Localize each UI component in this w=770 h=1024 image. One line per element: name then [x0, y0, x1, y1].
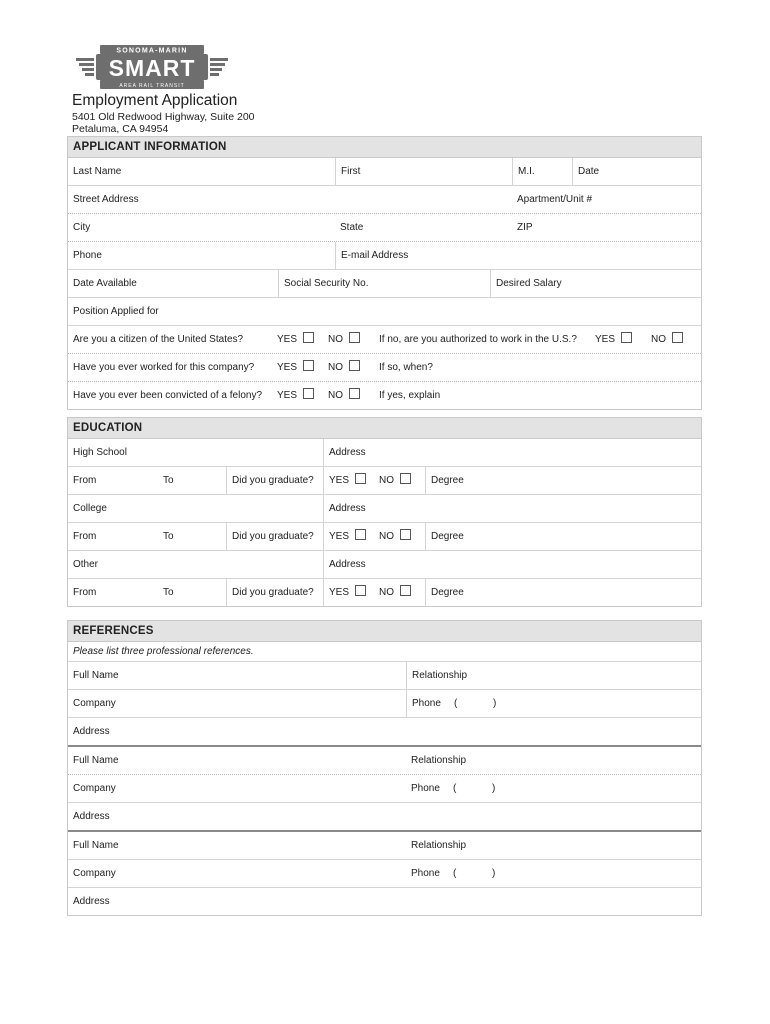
phone-label: Phone [73, 250, 102, 261]
last-name-field[interactable] [68, 158, 335, 185]
high-school-yes-checkbox[interactable] [355, 473, 366, 484]
authorized-yes-option[interactable] [595, 326, 632, 353]
other-no-checkbox[interactable] [400, 585, 411, 596]
reference-3-company-label: Company [73, 868, 116, 879]
authorized-yes-label: YES [595, 334, 616, 345]
authorized-no-checkbox[interactable] [672, 332, 683, 343]
high-school-address-field[interactable] [323, 439, 703, 466]
college-degree-label: Degree [431, 531, 464, 542]
middle-initial-label: M.I. [518, 166, 535, 177]
felony-no-option[interactable] [328, 382, 360, 409]
high-school-no-label: NO [379, 475, 394, 486]
date-label: Date [578, 166, 600, 177]
other-graduate-question [226, 579, 323, 606]
ssn-field[interactable] [278, 270, 490, 297]
phone-row [68, 242, 701, 270]
citizen-no-checkbox[interactable] [349, 332, 360, 343]
other-from-label: From [73, 587, 97, 598]
high-school-no-option[interactable] [374, 467, 425, 494]
zip-field[interactable] [512, 214, 703, 241]
position-field[interactable] [68, 298, 703, 325]
date-available-field[interactable] [68, 270, 278, 297]
high-school-from-field[interactable] [68, 467, 158, 494]
middle-initial-field[interactable] [512, 158, 572, 185]
felony-no-checkbox[interactable] [349, 388, 360, 399]
college-field[interactable] [68, 495, 323, 522]
logo-main-text: SMART [108, 55, 196, 81]
reference-2-relationship-label: Relationship [411, 755, 467, 766]
other-graduate-label: Did you graduate? [232, 587, 314, 598]
reference-3-full-name-field[interactable] [68, 832, 406, 859]
street-row [68, 186, 701, 214]
other-to-label: To [163, 587, 174, 598]
reference-2-address-field[interactable] [68, 803, 703, 830]
date-available-label: Date Available [73, 278, 137, 289]
high-school-address-label: Address [329, 447, 366, 458]
college-to-field[interactable] [158, 523, 226, 550]
other-to-field[interactable] [158, 579, 226, 606]
college-graduate-label: Did you graduate? [232, 531, 314, 542]
high-school-yes-label: YES [329, 475, 350, 486]
reference-1-company-label: Company [73, 698, 116, 709]
high-school-degree-field[interactable] [425, 467, 703, 494]
college-to-label: To [163, 531, 174, 542]
high-school-graduate-question [226, 467, 323, 494]
college-yes-option[interactable] [323, 523, 374, 550]
high-school-label: High School [73, 447, 127, 458]
other-degree-field[interactable] [425, 579, 703, 606]
phone-field[interactable] [68, 242, 335, 269]
felony-yes-label: YES [277, 390, 298, 401]
worked-no-checkbox[interactable] [349, 360, 360, 371]
authorized-question: If no, are you authorized to work in the U.S.? [379, 334, 577, 345]
logo-top-text: SONOMA-MARIN [116, 47, 188, 55]
reference-2-name-row [68, 747, 701, 775]
reference-3-company-field[interactable] [68, 860, 406, 887]
education-section-heading: EDUCATION [68, 418, 701, 439]
citizen-yes-checkbox[interactable] [303, 332, 314, 343]
reference-3-address-row [68, 888, 701, 915]
worked-yes-checkbox[interactable] [303, 360, 314, 371]
college-dates-row [68, 523, 701, 551]
first-name-label: First [341, 166, 361, 177]
reference-1-address-label: Address [73, 726, 110, 737]
position-row [68, 298, 701, 326]
worked-when-label: If so, when? [379, 362, 433, 373]
first-name-field[interactable] [335, 158, 512, 185]
other-no-option[interactable] [374, 579, 425, 606]
name-row [68, 158, 701, 186]
worked-no-option[interactable] [328, 354, 360, 381]
citizen-question: Are you a citizen of the United States? [73, 334, 244, 345]
reference-2-address-label: Address [73, 811, 110, 822]
citizen-yes-label: YES [277, 334, 298, 345]
college-degree-field[interactable] [425, 523, 703, 550]
high-school-degree-label: Degree [431, 475, 464, 486]
applicant-information-section [67, 136, 702, 410]
high-school-field[interactable] [68, 439, 323, 466]
reference-2-phone-open-paren: ( [453, 783, 457, 794]
city-field[interactable] [68, 214, 335, 241]
reference-3-name-row [68, 832, 701, 860]
reference-1-name-row [68, 662, 701, 690]
references-note: Please list three professional references. [73, 646, 254, 657]
felony-yes-checkbox[interactable] [303, 388, 314, 399]
high-school-row [68, 439, 701, 467]
references-section [67, 620, 702, 916]
reference-2-address-row [68, 803, 701, 832]
other-degree-label: Degree [431, 587, 464, 598]
other-dates-row [68, 579, 701, 606]
felony-explain-label: If yes, explain [379, 390, 441, 401]
ssn-label: Social Security No. [284, 278, 369, 289]
worked-yes-option[interactable] [277, 354, 314, 381]
college-yes-checkbox[interactable] [355, 529, 366, 540]
worked-yes-label: YES [277, 362, 298, 373]
reference-1-phone-field[interactable] [406, 690, 703, 717]
street-address-label: Street Address [73, 194, 139, 205]
applicant-section-heading: APPLICANT INFORMATION [68, 137, 701, 158]
worked-question: Have you ever worked for this company? [73, 362, 255, 373]
date-field[interactable] [572, 158, 703, 185]
education-section [67, 417, 702, 607]
other-no-label: NO [379, 587, 394, 598]
reference-2-relationship-field[interactable] [406, 747, 703, 774]
worked-row [68, 354, 701, 382]
reference-1-phone-label: Phone [412, 698, 441, 709]
other-school-field[interactable] [68, 551, 323, 578]
references-section-heading: REFERENCES [68, 621, 701, 642]
reference-1-address-row [68, 718, 701, 747]
college-no-checkbox[interactable] [400, 529, 411, 540]
authorized-no-option[interactable] [651, 326, 683, 353]
address-line-1: 5401 Old Redwood Highway, Suite 200 [72, 111, 255, 123]
reference-1-full-name-label: Full Name [73, 670, 119, 681]
authorized-no-label: NO [651, 334, 666, 345]
reference-3-address-label: Address [73, 896, 110, 907]
reference-1-address-field[interactable] [68, 718, 703, 745]
other-address-field[interactable] [323, 551, 703, 578]
college-address-field[interactable] [323, 495, 703, 522]
reference-3-relationship-label: Relationship [411, 840, 467, 851]
college-from-label: From [73, 531, 97, 542]
apartment-field[interactable] [512, 186, 703, 213]
felony-question: Have you ever been convicted of a felony? [73, 390, 263, 401]
address-line-2: Petaluma, CA 94954 [72, 123, 169, 135]
reference-3-address-field[interactable] [68, 888, 703, 915]
street-address-field[interactable] [68, 186, 512, 213]
college-yes-label: YES [329, 531, 350, 542]
high-school-dates-row [68, 467, 701, 495]
city-row [68, 214, 701, 242]
reference-1-phone-close-paren: ) [493, 698, 497, 709]
reference-3-phone-open-paren: ( [453, 868, 457, 879]
reference-2-company-field[interactable] [68, 775, 406, 802]
reference-1-company-row [68, 690, 701, 718]
felony-yes-option[interactable] [277, 382, 314, 409]
other-address-label: Address [329, 559, 366, 570]
felony-row [68, 382, 701, 409]
high-school-no-checkbox[interactable] [400, 473, 411, 484]
citizen-no-label: NO [328, 334, 343, 345]
page-title: Employment Application [72, 92, 238, 109]
high-school-graduate-label: Did you graduate? [232, 475, 314, 486]
desired-salary-label: Desired Salary [496, 278, 562, 289]
reference-3-company-row [68, 860, 701, 888]
high-school-to-label: To [163, 475, 174, 486]
reference-3-phone-label: Phone [411, 868, 440, 879]
reference-1-relationship-field[interactable] [406, 662, 703, 689]
position-label: Position Applied for [73, 306, 159, 317]
college-no-option[interactable] [374, 523, 425, 550]
email-label: E-mail Address [341, 250, 409, 261]
felony-no-label: NO [328, 390, 343, 401]
college-graduate-question [226, 523, 323, 550]
college-label: College [73, 503, 107, 514]
reference-2-phone-label: Phone [411, 783, 440, 794]
other-school-label: Other [73, 559, 99, 570]
state-label: State [340, 222, 364, 233]
smart-logo-graphic [76, 42, 228, 92]
smart-logo [76, 42, 228, 92]
college-no-label: NO [379, 531, 394, 542]
last-name-label: Last Name [73, 166, 122, 177]
email-field[interactable] [335, 242, 703, 269]
state-field[interactable] [335, 214, 512, 241]
citizen-yes-option[interactable] [277, 326, 314, 353]
authorized-yes-checkbox[interactable] [621, 332, 632, 343]
city-label: City [73, 222, 91, 233]
reference-2-phone-field[interactable] [406, 775, 703, 802]
availability-row [68, 270, 701, 298]
reference-1-full-name-field[interactable] [68, 662, 406, 689]
reference-2-full-name-field[interactable] [68, 747, 406, 774]
reference-3-relationship-field[interactable] [406, 832, 703, 859]
apartment-label: Apartment/Unit # [517, 194, 593, 205]
high-school-from-label: From [73, 475, 97, 486]
desired-salary-field[interactable] [490, 270, 703, 297]
college-address-label: Address [329, 503, 366, 514]
reference-1-phone-open-paren: ( [454, 698, 458, 709]
reference-2-company-row [68, 775, 701, 803]
logo-bottom-text: AREA RAIL TRANSIT [119, 83, 185, 89]
reference-2-full-name-label: Full Name [73, 755, 119, 766]
worked-no-label: NO [328, 362, 343, 373]
citizen-no-option[interactable] [328, 326, 360, 353]
zip-label: ZIP [517, 222, 533, 233]
citizen-row [68, 326, 701, 354]
other-row [68, 551, 701, 579]
other-from-field[interactable] [68, 579, 158, 606]
other-yes-option[interactable] [323, 579, 374, 606]
reference-2-phone-close-paren: ) [492, 783, 496, 794]
reference-3-phone-close-paren: ) [492, 868, 496, 879]
reference-3-full-name-label: Full Name [73, 840, 119, 851]
college-from-field[interactable] [68, 523, 158, 550]
high-school-to-field[interactable] [158, 467, 226, 494]
reference-1-relationship-label: Relationship [412, 670, 468, 681]
references-note-row [68, 642, 701, 662]
high-school-yes-option[interactable] [323, 467, 374, 494]
reference-3-phone-field[interactable] [406, 860, 703, 887]
reference-2-company-label: Company [73, 783, 116, 794]
other-yes-checkbox[interactable] [355, 585, 366, 596]
college-row [68, 495, 701, 523]
other-yes-label: YES [329, 587, 350, 598]
reference-1-company-field[interactable] [68, 690, 406, 717]
